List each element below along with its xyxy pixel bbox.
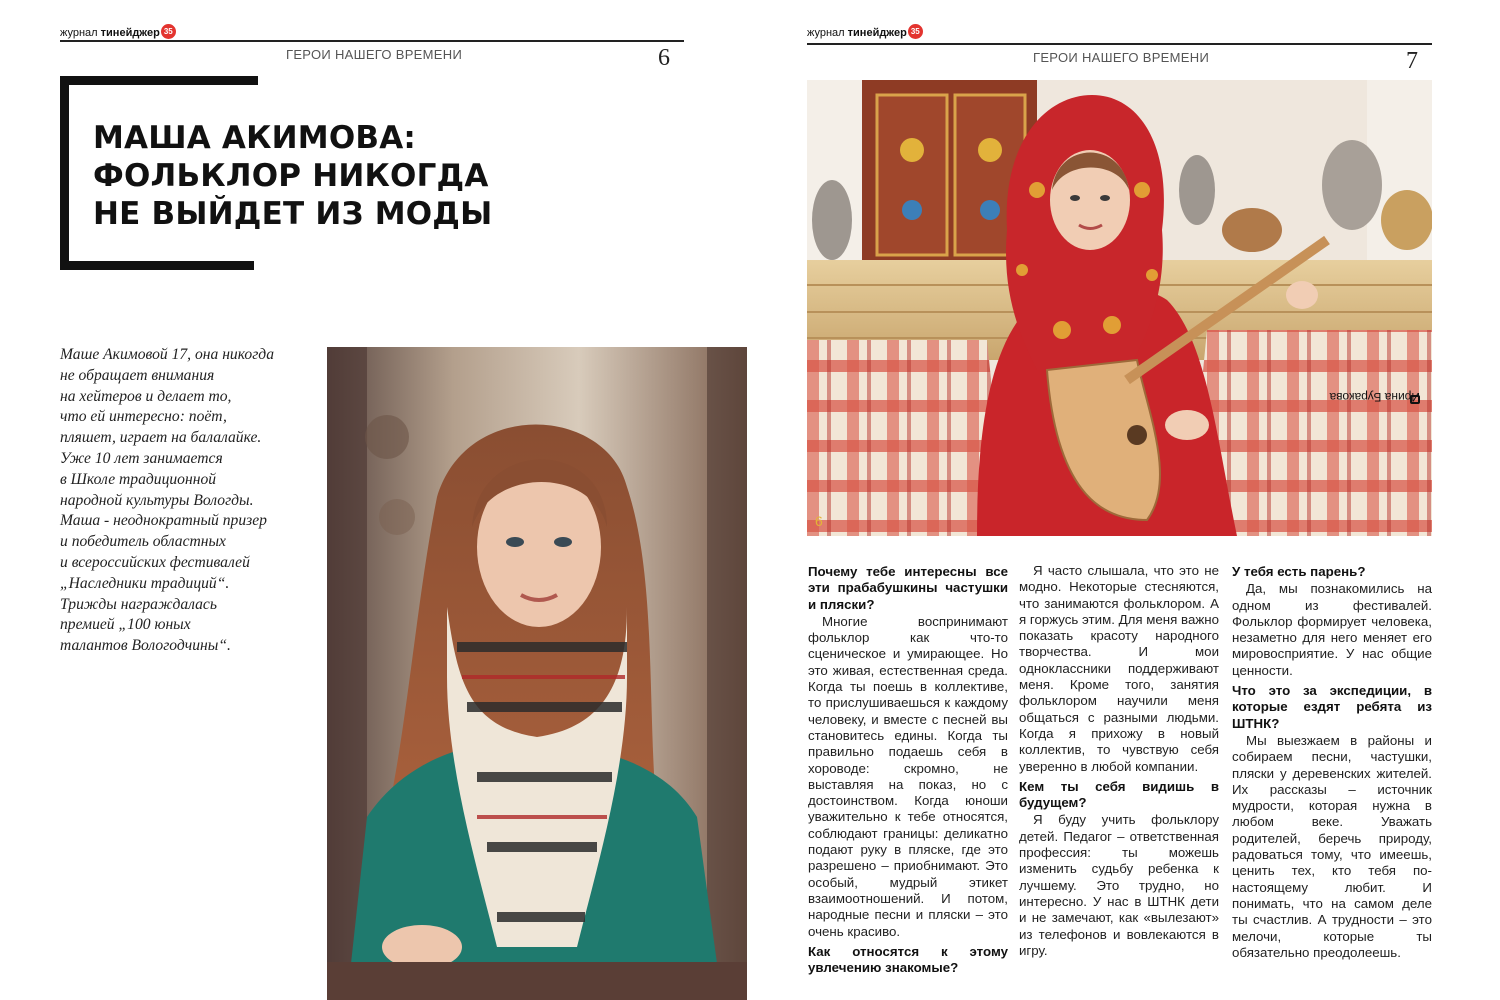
- brand-badge: 35: [161, 24, 176, 39]
- lead-line: на хейтеров и делает то,: [60, 387, 232, 405]
- magazine-brand: [60, 24, 176, 39]
- question-1: Почему тебе интересны все эти прабабушкины частушки и пляски?: [808, 564, 1008, 612]
- lead-line: в Школе традиционной: [60, 470, 217, 488]
- question-3: Кем ты себя видишь в будущем?: [1019, 778, 1219, 811]
- section-title: ГЕРОИ НАШЕГО ВРЕМЕНИ: [286, 47, 463, 62]
- main-photo-illustration: [807, 80, 1432, 536]
- lead-line: и победитель областных: [60, 533, 226, 551]
- answer-1: Многие воспринимают фольклор как что-то сценическое и умирающее. Но это живая, естественная среда. Когда ты поешь в коллективе, то прислушиваешься к каждому человеку, и вместе с песней вы становитесь едины. Когда ты правильно подаешь себя в хороводе: скромно, не выставляя на показ, но с достоинством. Когда юноши уважительно к тебе относятся, соблюдают границы: деликатно подают руку в пляске, где это разрешено – приобнимают. Это особый, мудрый этикет взаимоотношений. И потом, народные песни и пляски – это очень красиво.: [808, 613, 1008, 939]
- brand-badge: 35: [908, 24, 923, 39]
- question-5: Что это за экспедиции, в которые ездят ребята из ШТНК?: [1232, 683, 1432, 731]
- brand-prefix: журнал: [807, 27, 845, 39]
- portrait-photo: [327, 347, 747, 1000]
- lead-line: Уже 10 лет занимается: [60, 449, 223, 467]
- header-rule: [807, 43, 1432, 45]
- answer-2: Я часто слышала, что это не модно. Некоторые стесняются, что занимаются фольклором. А я горжусь этим. Для меня важно показать красоту народного творчества. И мои одноклассники поддерживают меня. Кроме того, занятия фольклором научили меня общаться с разными людьми. Когда я прихожу в новый коллектив, то чувствую себя уверенно в любой компании.: [1019, 563, 1219, 774]
- portrait-photo-illustration: [327, 347, 747, 1000]
- title-frame-top: [60, 76, 258, 85]
- photo-credit: [1329, 388, 1422, 528]
- lead-line: талантов Вологодчины“.: [60, 637, 231, 655]
- answer-3: Я буду учить фольклору детей. Педагог – ответственная профессия: ты можешь изменить судьбу ребенка к лучшему. Это трудно, но интересно. У нас в ШТНК дети и не замечают, как «вылезают» из телефонов и вовлекаются в игру.: [1019, 812, 1219, 958]
- lead-line: и всероссийских фестивалей: [60, 553, 250, 571]
- photo-credit-text: Ирина Буракова: [1329, 390, 1420, 404]
- question-2: Как относятся к этому увлечению знакомые?: [808, 943, 1008, 976]
- lead-line: народной культуры Вологды.: [60, 491, 254, 509]
- question-4: У тебя есть парень?: [1232, 564, 1366, 579]
- article-title-line-3: НЕ ВЫЙДЕТ ИЗ МОДЫ: [93, 196, 493, 232]
- article-title-line-2: ФОЛЬКЛОР НИКОГДА: [93, 158, 489, 194]
- answer-4: Да, мы познакомились на одном из фестивалей. Фольклор формирует человека, незаметно для него меняет его мировосприятие. У нас общие ценности.: [1232, 581, 1432, 678]
- title-frame-bottom: [60, 261, 254, 270]
- brand-prefix: журнал: [60, 27, 98, 39]
- main-photo: [807, 80, 1432, 536]
- title-frame-left: [60, 76, 69, 270]
- lead-line: не обращает внимания: [60, 366, 215, 384]
- photo-mark: 6: [815, 513, 823, 529]
- lead-line: премией „100 юных: [60, 616, 191, 634]
- page-number: 6: [658, 45, 670, 71]
- article-title-line-1: МАША АКИМОВА:: [93, 120, 417, 156]
- magazine-brand: [807, 24, 923, 39]
- lead-line: Трижды награждалась: [60, 595, 217, 613]
- lead-line: Маше Акимовой 17, она никогда: [60, 346, 274, 363]
- page-number: 7: [1406, 48, 1418, 74]
- header-rule: [60, 40, 684, 42]
- brand-name: тинейджер: [100, 27, 160, 39]
- article-column-3: [1232, 563, 1432, 961]
- brand-name: тинейджер: [847, 27, 907, 39]
- lead-line: пляшет, играет на балалайке.: [60, 429, 262, 447]
- article-column-1: [808, 563, 1008, 977]
- answer-5: Мы выезжаем в районы и собираем песни, частушки, пляски у деревенских жителей. Их рассказы – источник мудрости, которая нужна в любом веке. Уважать родителей, беречь природу, радоваться тому, что имеешь, ценить тех, кто тебя по-настоящему любит. И понимать, что на самом деле ты счастлив. А трудности – это мелочи, которые ты обязательно преодолеешь.: [1232, 732, 1432, 960]
- lead-line: „Наследники традиций“.: [60, 574, 230, 592]
- section-title: ГЕРОИ НАШЕГО ВРЕМЕНИ: [1033, 50, 1210, 65]
- article-column-2: [1019, 563, 1219, 959]
- lead-line: Маша - неоднократный призер: [60, 512, 267, 530]
- lead-paragraph: [60, 345, 305, 657]
- lead-line: что ей интересно: поёт,: [60, 408, 227, 426]
